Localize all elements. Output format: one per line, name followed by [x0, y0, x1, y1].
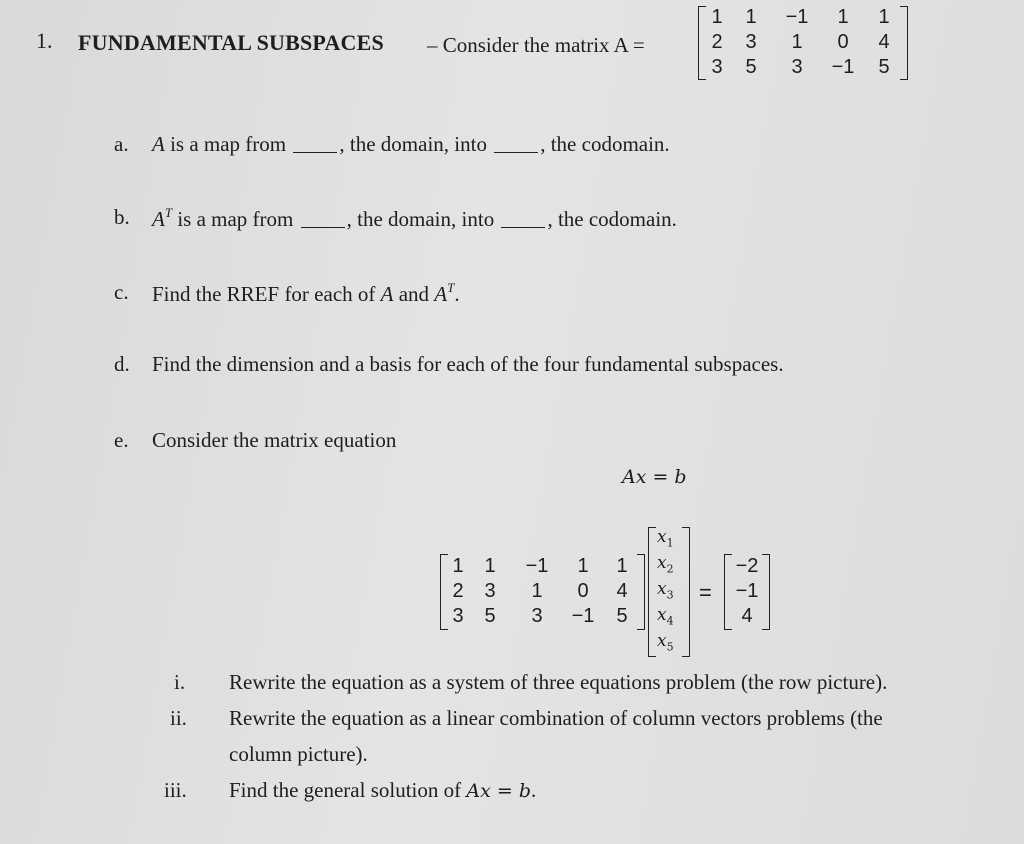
answer-blank[interactable]: [293, 136, 337, 153]
answer-blank[interactable]: [494, 136, 538, 153]
b-vector: [724, 554, 770, 630]
part-a-text-3: , the domain, into: [339, 132, 487, 156]
x-entry: $x_4$: [657, 605, 674, 628]
part-a-text: [152, 132, 670, 157]
matrix-cell: 1: [484, 555, 496, 577]
x-entry: $x_5$: [657, 631, 674, 654]
matrix-cell: 3: [711, 56, 723, 78]
subpart-iii-text-1: Find the general solution of: [229, 778, 462, 802]
subpart-i-label: i.: [174, 670, 186, 694]
part-b-text-3: , the domain, into: [346, 207, 495, 231]
matrix-cell: 3: [745, 31, 757, 53]
part-b-text-4: , the codomain.: [547, 207, 677, 231]
equals-sign: =: [699, 580, 712, 605]
matrix-cell: −1: [571, 605, 595, 627]
transpose-superscript: T: [447, 280, 455, 295]
answer-blank[interactable]: [501, 211, 545, 228]
matrix-cell: 5: [484, 605, 496, 627]
matrix-cell: 1: [452, 555, 464, 577]
matrix-cell: −1: [831, 56, 855, 78]
matrix-cell: 0: [577, 580, 589, 602]
matrix-cell: 4: [616, 580, 628, 602]
right-bracket: [682, 527, 690, 657]
x-entry: $x_2$: [657, 553, 674, 576]
matrix-cell: 5: [878, 56, 890, 78]
matrix-cell: 1: [745, 6, 757, 28]
part-c-label: c.: [114, 280, 129, 304]
subpart-ii-label: ii.: [170, 706, 187, 730]
matrix-cell: 1: [616, 555, 628, 577]
part-b-text-2: is a map from: [177, 207, 294, 231]
subpart-iii-equation: Ax = b: [466, 780, 531, 802]
matrix-cell: 1: [711, 6, 723, 28]
matrix-cell: 4: [878, 31, 890, 53]
matrix-cell: 2: [711, 31, 723, 53]
question-number: 1.: [36, 28, 53, 53]
part-a-label: a.: [114, 132, 129, 156]
part-d-text: Find the dimension and a basis for each of the four fundamental subspaces.: [152, 352, 784, 376]
matrix-cell: 3: [484, 580, 496, 602]
matrix-cell: 3: [452, 605, 464, 627]
subpart-i-text: Rewrite the equation as a system of three equations problem (the row picture).: [229, 670, 888, 694]
transpose-superscript: T: [164, 205, 173, 220]
matrix-cell: 0: [837, 31, 849, 53]
x-entry: $x_3$: [657, 579, 674, 602]
subpart-iii-label: iii.: [164, 778, 187, 802]
question-intro: – Consider the matrix A =: [427, 33, 645, 57]
equation-ax-b: Ax = b: [622, 466, 687, 488]
part-a-text-2: is a map from: [170, 132, 287, 156]
right-bracket: [900, 6, 908, 80]
part-c-text-3: .: [454, 282, 460, 306]
matrix-cell: 1: [577, 555, 589, 577]
matrix-cell: 5: [745, 56, 757, 78]
question-title: FUNDAMENTAL SUBSPACES: [78, 30, 384, 55]
matrix-cell: 1: [531, 580, 543, 602]
matrix-cell: 1: [837, 6, 849, 28]
part-a-text-4: , the codomain.: [540, 132, 670, 156]
subpart-ii-text-2: column picture).: [229, 742, 368, 766]
var-a: A: [434, 282, 448, 306]
x-entry: $x_1$: [657, 527, 674, 550]
part-b-text: [152, 205, 677, 232]
b-entry: −1: [735, 580, 759, 602]
b-entry: −2: [735, 555, 759, 577]
part-c-text: [152, 280, 460, 307]
matrix-cell: 3: [531, 605, 543, 627]
matrix-cell: 5: [616, 605, 628, 627]
var-a: A: [152, 132, 165, 156]
matrix-a-equation: [440, 554, 645, 630]
answer-blank[interactable]: [301, 211, 345, 228]
matrix-cell: −1: [525, 555, 549, 577]
subpart-iii-text: [229, 778, 536, 803]
matrix-cell: 1: [878, 6, 890, 28]
part-b-label: b.: [114, 205, 130, 229]
part-c-text-2: and: [398, 282, 430, 306]
left-bracket: [648, 527, 656, 657]
matrix-cell: 2: [452, 580, 464, 602]
b-entry: 4: [741, 605, 753, 627]
matrix-cell: −1: [785, 6, 809, 28]
matrix-cell: 3: [791, 56, 803, 78]
part-d-label: d.: [114, 352, 130, 376]
matrix-cell: 1: [791, 31, 803, 53]
matrix-a-header: [698, 6, 908, 80]
part-c-text-1: Find the RREF for each of: [152, 282, 376, 306]
part-e-text: Consider the matrix equation: [152, 428, 397, 452]
var-a: A: [380, 282, 394, 306]
x-vector: [648, 527, 690, 657]
part-e-label: e.: [114, 428, 129, 452]
subpart-iii-text-2: .: [531, 778, 537, 802]
var-a: A: [152, 207, 165, 231]
subpart-ii-text-1: Rewrite the equation as a linear combination of column vectors problems (the: [229, 706, 883, 730]
